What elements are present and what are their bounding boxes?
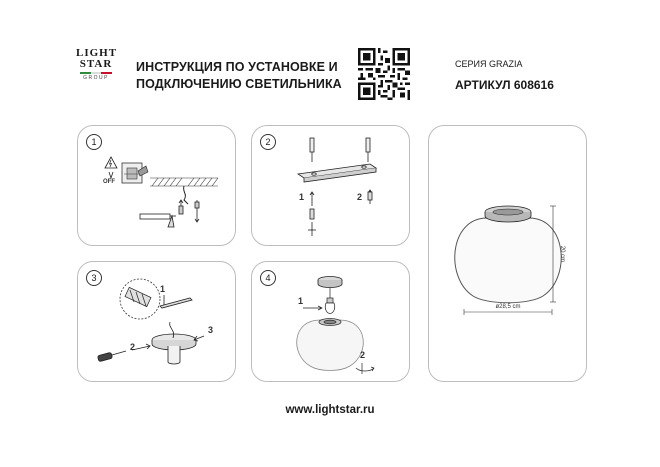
label-2: 2 [360, 350, 366, 360]
series-label: СЕРИЯ GRAZIA [455, 59, 523, 69]
step-4-panel [251, 261, 410, 382]
label-1: 1 [299, 192, 305, 202]
bracket-mounting-illustration [252, 126, 409, 245]
ceiling-plate [160, 298, 192, 308]
canopy [318, 277, 342, 288]
title-line2: ПОДКЛЮЧЕНИЮ СВЕТИЛЬНИКА [136, 77, 342, 91]
luminaire-dimensions-drawing [429, 126, 586, 381]
screws-top [310, 138, 370, 162]
twist-arrow [356, 363, 374, 374]
screwdriver-icon [97, 344, 150, 362]
mounting-bracket [298, 164, 376, 182]
label-1: 1 [160, 284, 166, 294]
diameter-label: ø28,5 cm [495, 304, 521, 310]
qr-code-icon [358, 48, 410, 100]
ceiling-surface [150, 178, 218, 186]
power-off-drilling-illustration [78, 126, 235, 245]
lightstar-logo [76, 48, 116, 104]
canopy [152, 322, 196, 364]
assembly-arrows [308, 190, 372, 236]
wiring-connection-illustration [78, 262, 235, 381]
terminal-block-detail [120, 279, 160, 319]
luminaire-outline [455, 206, 561, 303]
logo-flag [80, 72, 112, 74]
warning-icon [105, 157, 117, 168]
step-number: 1 [86, 134, 102, 150]
article-number: АРТИКУЛ 608616 [455, 78, 554, 92]
bulb-icon [325, 298, 335, 314]
shade-and-bulb-illustration [252, 262, 409, 381]
logo-line2: STAR [79, 58, 113, 70]
dimensions-panel [428, 125, 587, 382]
label-1: 1 [298, 296, 304, 306]
step-number: 4 [260, 270, 276, 286]
logo-line3: GROUP [83, 75, 109, 81]
title-line1: ИНСТРУКЦИЯ ПО УСТАНОВКЕ И [136, 60, 338, 74]
step-2-panel [251, 125, 410, 246]
label-2: 2 [130, 342, 136, 352]
drill-icon [140, 214, 176, 227]
label-2: 2 [357, 192, 363, 202]
height-label: 20 cm [559, 245, 565, 263]
step-1-panel [77, 125, 236, 246]
step-number: 2 [260, 134, 276, 150]
step-3-panel [77, 261, 236, 382]
document-title [136, 59, 342, 93]
off-label: OFF [103, 179, 115, 185]
switch-box [122, 163, 148, 183]
label-3: 3 [208, 325, 214, 335]
anchor-arrows [179, 200, 199, 222]
website-url[interactable]: www.lightstar.ru [285, 404, 375, 416]
glass-shade [297, 319, 364, 371]
logo-line1: LIGHT [76, 47, 118, 59]
step-number: 3 [86, 270, 102, 286]
